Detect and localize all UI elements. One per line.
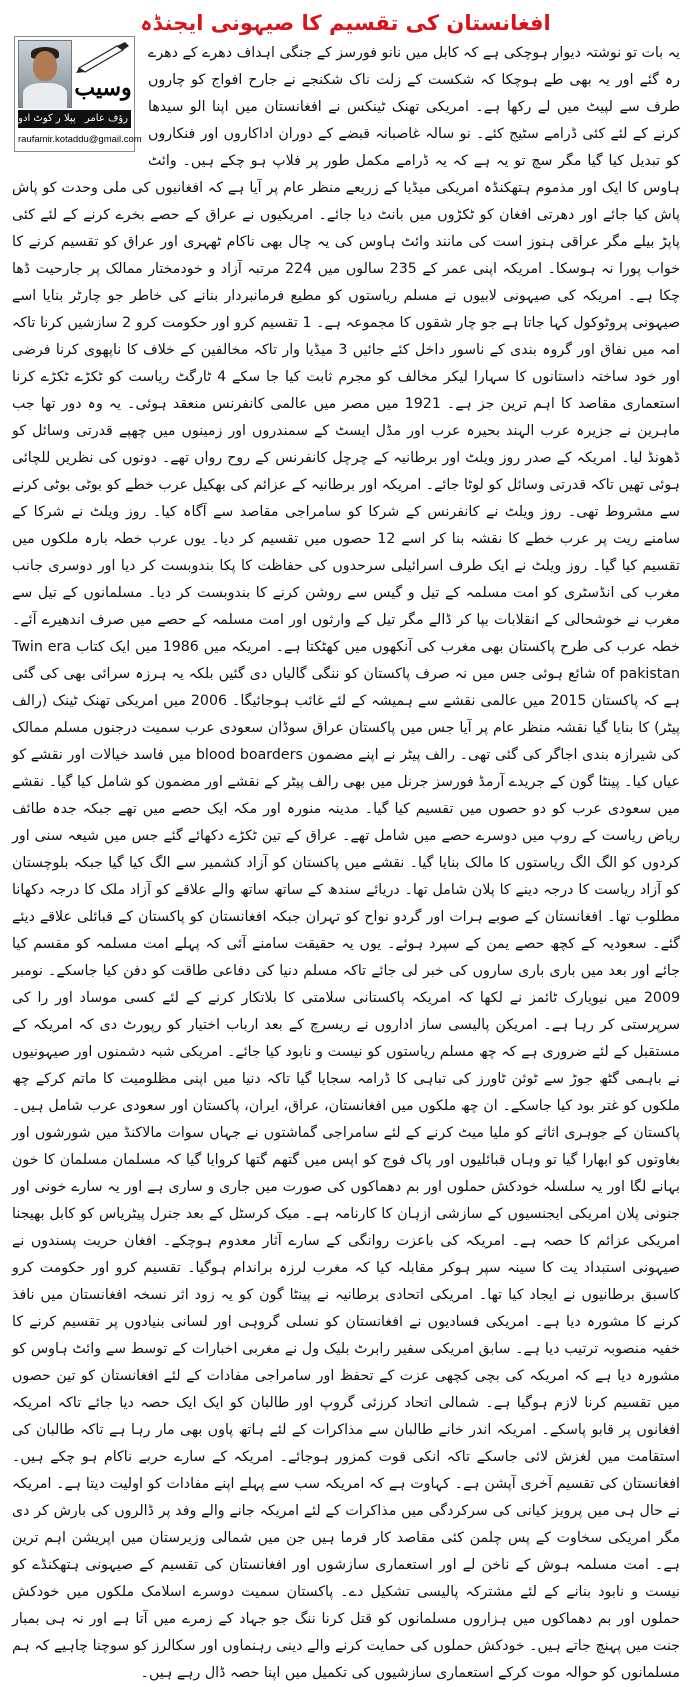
article-paragraph: یہ بات تو نوشتہ دیوار ہوچکی ہے کہ کابل میں نانو فورسز کے جنگی اہداف دھرے کے دھرے رہ گئے اور یہ بھی طے ہوچکا کہ شکست کے زلت ناک شکنجے نے جارح افواج کو چاروں طرف سے لپیٹ میں لے رکھا ہے۔ امریکی تھنک ٹینکس نے افغانستان میں اپنا الو سیدھا کرنے کے لئے کئی ڈرامے سٹیج کئے۔ نو سالہ غاصبانہ قبضے کے دوران اداکاروں اور فنکاروں کو تبدیل کیا گیا مگر سچ تو یہ ہے کہ یہ ڈرامے مکمل طور پر فلاپ ہو چکے ہیں۔ وائٹ ہاوس کا ایک اور مذموم ہتھکنڈہ امریکی میڈیا کے زریعے منظر عام پر آیا ہے کہ افغانیوں کی ملی وحدت کو پاش پاش کیا جائے اور دھرتی افغان کو ٹکڑوں میں بانٹ دیا جائے۔ امریکیوں نے عراق کے حصے بخرے کرنے کے لئے کئی پاپڑ بیلے مگر عراقی ہنوز است کی مانند وائٹ ہاوس کی یہ چال بھی ناکام ٹھہری اور عراق کو تقسیم کرنے کا خواب پورا نہ ہوسکا۔ امریکہ اپنی عمر کے 235 سالوں میں 224 مرتبہ آزاد و خودمختار ممالک پر جارحیت ڈھا چکا ہے۔ امریکہ کی صیہونی لابیوں نے مسلم ریاستوں کو مطیع فرمانبردار بنانے کی خاطر جو چارٹر بنایا اسے صیہونی پروٹوکول کہا جاتا ہے جو چار شقوں کا مجموعہ ہے۔ 1 تقسیم کرو اور حکومت کرو 2 سازشیں کرنا تاکہ امہ میں نفاق اور گروہ بندی کے ناسور داخل کئے جائیں 3 میڈیا وار تاکہ مخالفین کے خلاف کا ناپھوی کرنا فرضی اور خود ساختہ داستانوں کا سہارا لیکر مخالف کو مجرم ثابت کیا جا سکے 4 ٹارگٹ ریاست کو ٹکڑے ٹکڑے کرنا استعماری مقاصد کا اہم ترین جز ہے۔ 1921 میں مصر میں عالمی کانفرنس منعقد ہوئی۔ یہ وہ دور تھا جب ماہرین نے جزیرہ عرب الہند بحیرہ عرب اور مڈل ایسٹ کے سمندروں اور زمینوں میں چھپے قدرتی وسائل کو ڈھونڈ لیا۔ امریکہ کے صدر روز ویلٹ اور برطانیہ کے چرچل کانفرنس کے روح رواں تھے۔ دونوں کی نظریں للچائی ہوئی تھیں تاکہ قدرتی وسائل کو لوٹا جائے۔ امریکہ اور برطانیہ کے عزائم کی بھکیل عرب خطے کو بوٹی بوٹی کرنے سے مشروط تھی۔ روز ویلٹ نے کانفرنس کے شرکا کو سامراجی مقاصد سے آگاہ کیا۔ روز ویلٹ نے شرکا کے سامنے ریت پر عرب خطے کا نقشہ بنا کر اسے 12 حصوں میں تقسیم کر دیا۔ یوں عرب خطہ بارہ ملکوں میں تقسیم کیا گیا۔ روز ویلٹ نے ایک طرف اسرائیلی سرحدوں کی حفاظت کا پکا بندوبست کر دیا اور دوسری جانب مغرب کی انڈسٹری کو امت مسلمہ کے تیل و گیس سے روشن کرنے کا بندوبست کر دیا۔ مسلمانوں کے تیل سے مغرب نے خوشحالی کے انقلابات بپا کر ڈالے مگر تیل کے وارثوں اور امت مسلمہ کے حصے میں صرف اندھیرے آئے۔ خطہ عرب کی طرح پاکستان بھی مغرب کی آنکھوں میں کھٹکتا ہے۔ امریکہ میں 1986 میں ایک کتاب Twin era of pakistan شائع ہوئی جس میں نہ صرف پاکستان کو ننگی گالیاں دی گئیں بلکہ یہ ہرزہ سرائی بھی کی گئی ہے کہ پاکستان 2015 میں عالمی نقشے سے ہمیشہ کے لئے غائب ہوجائیگا۔ 2006 میں امریکی تھنک ٹینک (رالف پیٹر) کا بنایا گیا نقشہ منظر عام پر آیا جس میں پاکستان عراق سوڈان سعودی عرب سمیت درجنوں مسلم ممالک کی شیرازہ بندی اجاگر کی گئی تھی۔ رالف پیٹر نے اپنے مضمون blood boarders میں فاسد خیالات اور نقشے کو عیاں کیا۔ پینٹا گون کے جریدے آرمڈ فورسز جرنل میں بھی رالف پیٹر کے نقشے اور مضمون کو شامل کیا گیا۔ نقشے میں سعودی عرب کو دو حصوں میں تقسیم کیا گیا۔ مدینہ منورہ اور مکہ ایک حصے میں تھے جبکہ جدہ طائف ریاض ریاست کے روپ میں دوسرے حصے میں شامل تھے۔ عراق کے تین ٹکڑے دکھائے گئے جس میں شیعہ سنی اور کردوں کو الگ الگ ریاستوں کا مالک بنایا گیا۔ نقشے میں پاکستان کو آزاد کشمیر سے الگ کیا گیا جبکہ بلوچستان کو آزاد ریاست کا درجہ دینے کا پلان شامل تھا۔ دریائے سندھ کے ساتھ ساتھ والے علاقے کو آزاد ملک کا درجہ دکھانا مطلوب تھا۔ افغانستان کے صوبے ہرات اور گردو نواح کو تہران جبکہ افغانستان کو پاکستان کے قبائلی علاقے دیئے گئے۔ سعودیہ کے کچھ حصے یمن کے سپرد ہوئے۔ یوں یہ حقیقت سامنے آئی کہ پہلے امت مسلمہ کو مقسم کیا جائے اور بعد میں باری باری ساروں کی خبر لی جائے تاکہ مسلم دنیا کی دفاعی طاقت کو دفن کیا جاسکے۔ نومبر 2009 میں نیویارک ٹائمز نے لکھا کہ امریکہ پاکستانی سلامتی کا بلاتکار کرنے کے لئے کسی موساد اور را کی سرپرستی کر رہا ہے۔ امریکن پالیسی ساز اداروں نے ریسرچ کے بعد ارباب اختیار کو رپورٹ دی کہ امریکہ کے مستقبل کے لئے ضروری ہے کہ چھ مسلم ریاستوں کو نیست و نابود کیا جائے۔ امریکی شبہ دشمنوں اور صیہونیوں نے باہمی گٹھ جوڑ سے ٹوئن ٹاورز کی تباہی کا ڈرامہ سجایا گیا تاکہ دنیا میں اپنی مظلومیت کا ماتم کرکے چھ ملکوں کو غتر بود کیا جاسکے۔ ان چھ ملکوں میں افغانستان، عراق، ایران، پاکستان اور سعودی عرب شامل ہیں۔ پاکستان کے جوہری اثاثے کو ملیا میٹ کرنے کے لئے سامراجی گماشتوں نے جہاں سوات مالاکنڈ میں شورشوں اور بغاوتوں کو ابھارا گیا تو وہاں قبائلیوں اور پاک فوج کو اپس میں گتھم گتھا کروایا گیا کہ مسلمان مسلمان کا خون بہانے لگا اور یہ سلسلہ خودکش حملوں اور بم دھماکوں کی صورت میں جاری و ساری ہے اور یہ سارے خونی اور جنونی پلان امریکی ایجنسیوں کے سازشی ازہان کا کارنامہ ہے۔ میک کرسٹل کے بعد جنرل پیٹریاس کو کابل بھیجنا امریکی عزائم کا حصہ ہے۔ امریکہ کی باعزت روانگی کے سارے آثار معدوم ہوچکے۔ افغان حریت پسندوں نے صیہونی استبداد یت کا سینہ سپر ہوکر مقابلہ کیا کہ مغرب لرزہ براندام ہوگیا۔ تقسیم کرو اور حکومت کرو کاسبق برطانیوں نے ایجاد کیا تھا۔ امریکی اتحادی برطانیہ نے پینٹا گون کو یہ زود اثر نسخہ افغانستان میں نافذ کرنے کا مشورہ دیا ہے۔ امریکی فسادیوں نے افغانستان کو نسلی گروہی اور لسانی بنیادوں پر تقسیم کرنے کا خفیہ منصوبہ ترتیب دیا ہے۔ سابق امریکی سفیر رابرٹ بلیک ول نے مغربی اخبارات کے توسط سے وائٹ ہاوس کو مشورہ دیا ہے کہ امریکہ کی بچی کچھی عزت کے تحفظ اور سامراجی مفادات کے لئے افغانستان کو تین حصوں میں تقسیم کرنا لازم ہوگیا ہے۔ شمالی اتحاد کرزئی گروپ اور طالبان کو ایک ایک حصہ دیا جائے تاکہ امریکہ افغانوں پر قابو پاسکے۔ امریکہ اندر خانے طالبان سے مذاکرات کے لئے ہاتھ پاوں بھی مار رہا ہے تاکہ طالبان کی استقامت میں لغزش لائی جاسکے تاکہ انکی قوت کمزور ہوجائے۔ امریکہ کے سارے حربے ناکام ہو چکے ہیں۔ افغانستان کی تقسیم آخری آپشن ہے۔ کہاوت ہے کہ امریکہ سب سے پہلے اپنے مفادات کو اولیت دیتا ہے۔ امریکہ نے حال ہی میں پرویز کیانی کی سرکردگی میں مذاکرات کے لئے امریکہ جانے والے وفد پر ڈالروں کی بارش کر دی مگر امریکی سخاوت کے پس چلمن کئی مقاصد کار فرما ہیں جن میں شمالی وزیرستان میں اپریشن اہم ترین ہے۔ امت مسلمہ ہوش کے ناخن لے اور استعماری سازشوں اور افغانستان کی تقسیم کے صیہونی ہتھکنڈے کو نیست و نابود بنانے کے لئے مشترکہ پالیسی تشکیل دے۔ پاکستان سمیت دوسرے اسلامک ملکوں میں خودکش حملوں اور بم دھماکوں میں ہزاروں مسلمانوں کو قتل کرنا ننگ جو جہاد کے زمرے میں آتا ہے اور نہ ہی بمبار جنت میں پہنچ جاتے ہیں۔ خودکش حملوں کی حمایت کرنے والے دینی رہنماوں اور سکالرز کو سوچنا چاہیے کہ ہم مسلمانوں کو حوالہ موت کرکے استعماری سازشیوں کی تکمیل میں اپنا حصہ ڈال رہے ہیں۔ [12, 45, 681, 1681]
badge-spacer [18, 36, 148, 154]
author-name: رؤف عامر [84, 113, 128, 124]
author-email: raufamir.kotaddu@gmail.com [18, 134, 142, 145]
article-headline: افغانستان کی تقسیم کا صیہونی ایجنڈہ [140, 11, 551, 35]
article-body [12, 40, 681, 1681]
column-title: وسیب [74, 75, 132, 101]
author-location: پپلا ر کوٹ ادو [18, 113, 76, 124]
